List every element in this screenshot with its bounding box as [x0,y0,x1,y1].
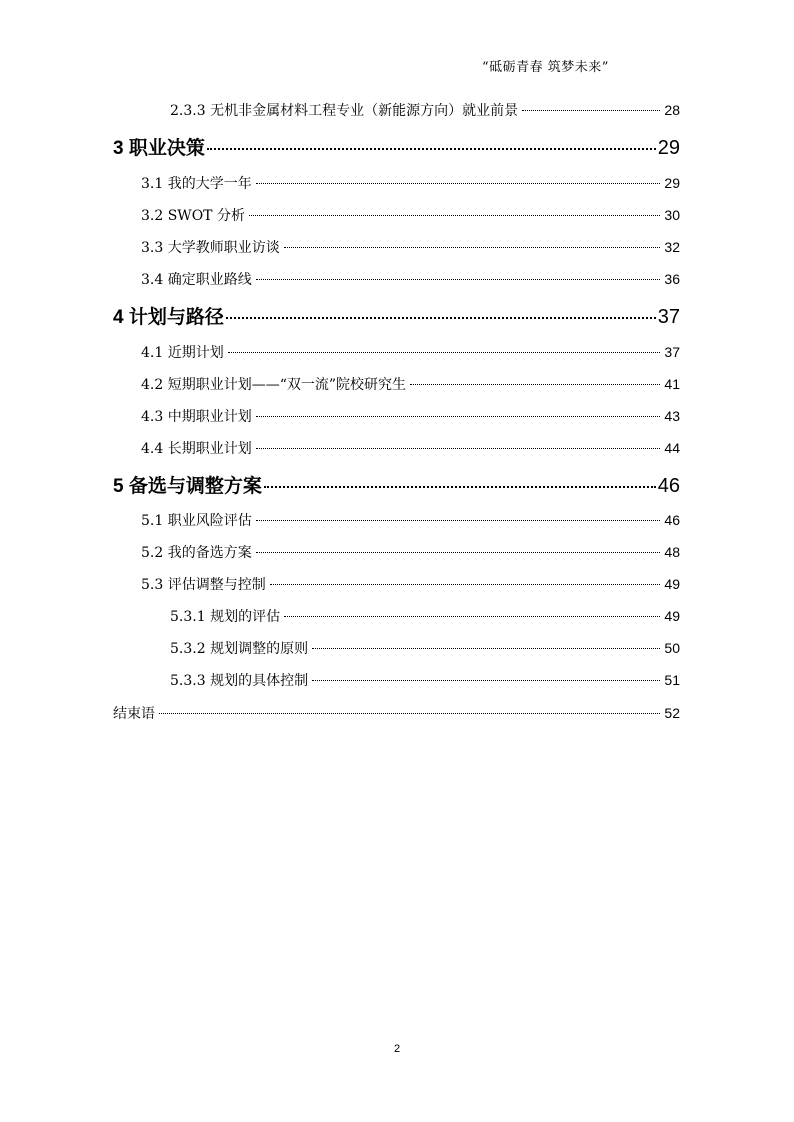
toc-entry-title: 3.4 确定职业路线 [141,272,252,288]
toc-entry-page: 44 [664,440,680,456]
toc-entry[interactable] [170,638,680,658]
toc-leader-dots [256,448,661,449]
toc-entry-title: 3 职业决策 [113,138,205,159]
toc-leader-dots [256,552,661,553]
toc-entry[interactable] [113,133,680,160]
toc-entry-page: 52 [664,705,680,721]
toc-entry-title: 5.3.3 规划的具体控制 [170,673,309,689]
toc-leader-dots [159,713,660,714]
toc-leader-dots [256,183,661,184]
toc-leader-dots [410,384,660,385]
toc-entry-title: 结束语 [113,706,155,722]
toc-entry-page: 28 [664,102,680,118]
toc-entry[interactable] [170,606,680,626]
toc-leader-dots [284,616,660,617]
toc-entry-page: 36 [664,271,680,287]
toc-entry[interactable] [170,670,680,690]
toc-entry-title: 5.1 职业风险评估 [141,513,252,529]
page-number: 2 [393,1043,401,1055]
toc-entry[interactable] [141,374,680,394]
toc-leader-dots [522,110,660,111]
toc-entry[interactable] [113,703,680,723]
toc-entry[interactable] [141,574,680,594]
toc-entry[interactable] [141,406,680,426]
toc-entry-title: 4 计划与路径 [113,307,224,328]
toc-entry[interactable] [141,510,680,530]
toc-entry-title: 5.3.1 规划的评估 [170,609,281,625]
toc-entry-page: 37 [664,344,680,360]
toc-entry[interactable] [141,542,680,562]
toc-entry[interactable] [113,302,680,329]
toc-leader-dots [228,352,661,353]
toc-leader-dots [207,148,656,150]
toc-entry-page: 29 [657,137,680,159]
toc-entry-page: 49 [664,608,680,624]
toc-leader-dots [312,680,660,681]
toc-leader-dots [226,317,656,319]
running-header: “砥砺青春 筑梦未来” [482,60,609,75]
toc-entry[interactable] [141,438,680,458]
toc-leader-dots [249,215,660,216]
toc-leader-dots [256,279,661,280]
toc-entry-title: 4.1 近期计划 [141,345,224,361]
toc-entry-page: 30 [664,207,680,223]
toc-entry-page: 46 [657,475,680,497]
toc-entry-page: 48 [664,544,680,560]
toc-entry-page: 41 [664,376,680,392]
toc-leader-dots [270,584,661,585]
toc-entry-page: 49 [664,576,680,592]
toc-leader-dots [256,416,661,417]
toc-entry[interactable] [141,342,680,362]
toc-entry-title: 4.3 中期职业计划 [141,409,252,425]
toc-leader-dots [256,520,661,521]
toc-leader-dots [312,648,660,649]
toc-leader-dots [284,247,661,248]
toc-entry-title: 5.3.2 规划调整的原则 [170,641,309,657]
toc-entry-page: 46 [664,512,680,528]
toc-entry-title: 3.2 SWOT 分析 [141,208,245,224]
toc-entry-title: 5.2 我的备选方案 [141,545,252,561]
toc-entry[interactable] [141,205,680,225]
toc-leader-dots [264,486,656,488]
toc-entry-title: 3.3 大学教师职业访谈 [141,240,280,256]
toc-entry-title: 2.3.3 无机非金属材料工程专业（新能源方向）就业前景 [170,103,519,119]
toc-entry-title: 5.3 评估调整与控制 [141,577,266,593]
toc-entry-page: 51 [664,672,680,688]
toc-entry[interactable] [170,100,680,120]
toc-entry[interactable] [113,471,680,498]
toc-entry-title: 5 备选与调整方案 [113,476,262,497]
toc-entry[interactable] [141,237,680,257]
toc-entry[interactable] [141,269,680,289]
toc-entry-title: 4.4 长期职业计划 [141,441,252,457]
toc-entry-title: 4.2 短期职业计划——“双一流”院校研究生 [141,377,407,393]
toc-entry-page: 43 [664,408,680,424]
toc-entry-page: 32 [664,239,680,255]
toc-entry-title: 3.1 我的大学一年 [141,176,252,192]
toc-entry[interactable] [141,173,680,193]
toc-entry-page: 37 [657,306,680,328]
toc-entry-page: 29 [664,175,680,191]
toc-entry-page: 50 [664,640,680,656]
